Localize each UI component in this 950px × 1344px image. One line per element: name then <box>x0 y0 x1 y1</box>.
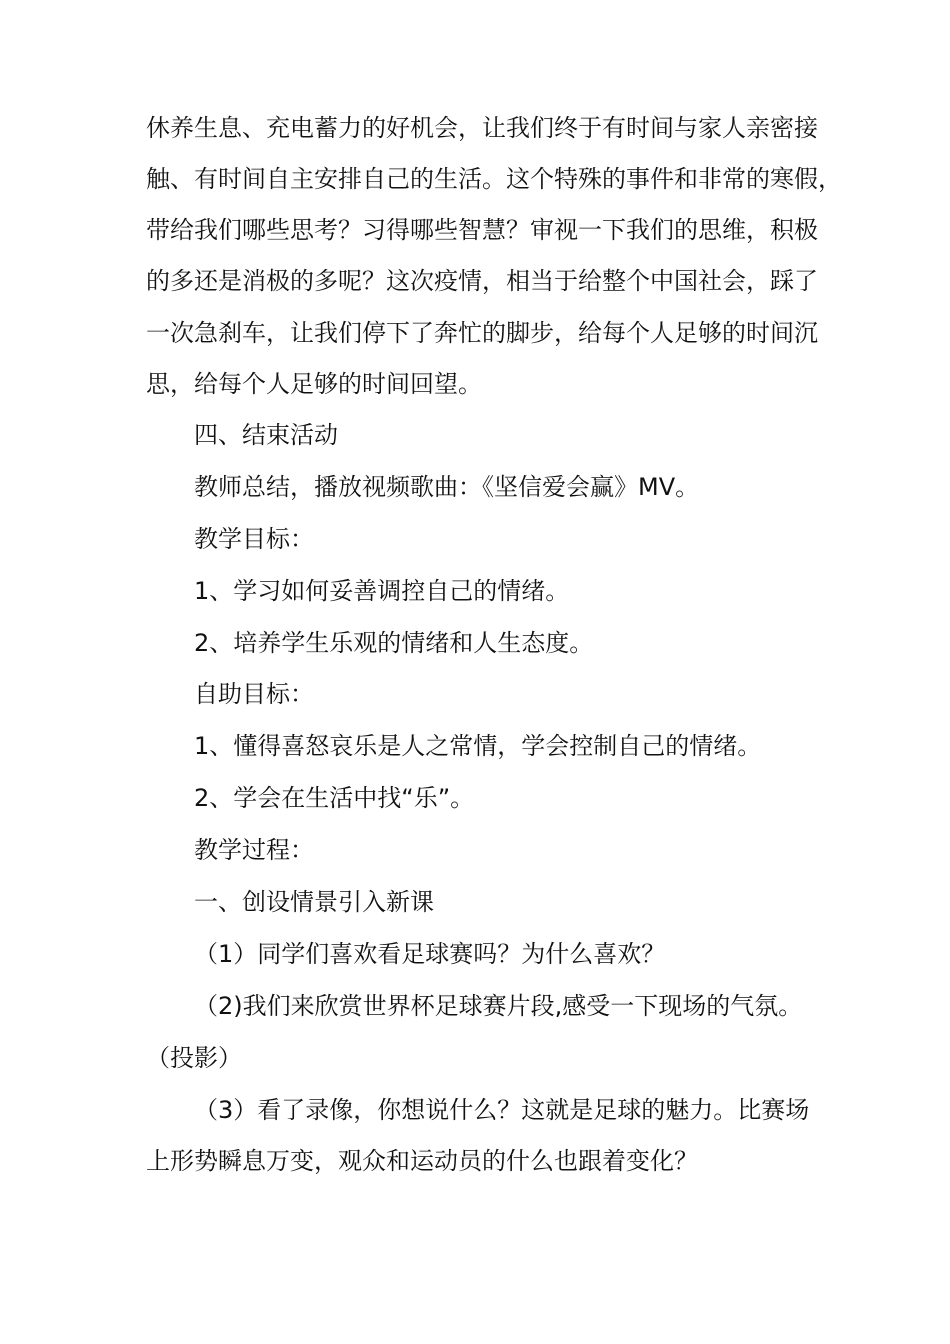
paragraph-line: 教师总结，播放视频歌曲：《坚信爱会赢》MV。 <box>194 473 700 501</box>
paragraph-line: （投影） <box>146 1044 242 1072</box>
list-item: 1、学习如何妥善调控自己的情绪。 <box>194 577 570 605</box>
paragraph-line: 带给我们哪些思考？习得哪些智慧？审视一下我们的思维，积极 <box>146 216 818 244</box>
paragraph-line: 休养生息、充电蓄力的好机会，让我们终于有时间与家人亲密接 <box>146 114 818 142</box>
paragraph-line: 一次急刹车，让我们停下了奔忙的脚步，给每个人足够的时间沉 <box>146 319 818 347</box>
list-item: （3）看了录像，你想说什么？这就是足球的魅力。比赛场 <box>194 1096 810 1124</box>
list-item: 2、培养学生乐观的情绪和人生态度。 <box>194 629 594 657</box>
section-heading: 教学目标： <box>194 525 314 553</box>
section-heading: 自助目标： <box>194 680 314 708</box>
section-heading: 一、创设情景引入新课 <box>194 888 434 916</box>
paragraph-line: 上形势瞬息万变，观众和运动员的什么也跟着变化？ <box>146 1147 698 1175</box>
list-item: 1、懂得喜怒哀乐是人之常情，学会控制自己的情绪。 <box>194 732 762 760</box>
paragraph-line: 触、有时间自主安排自己的生活。这个特殊的事件和非常的寒假， <box>146 165 842 193</box>
list-item: （2)我们来欣赏世界杯足球赛片段,感受一下现场的气氛。 <box>194 992 803 1020</box>
section-heading: 四、结束活动 <box>194 421 338 449</box>
list-item: （1）同学们喜欢看足球赛吗？为什么喜欢？ <box>194 940 666 968</box>
section-heading: 教学过程： <box>194 836 314 864</box>
paragraph-line: 思，给每个人足够的时间回望。 <box>146 370 482 398</box>
list-item: 2、学会在生活中找“乐”。 <box>194 784 475 812</box>
paragraph-line: 的多还是消极的多呢？这次疫情，相当于给整个中国社会，踩了 <box>146 267 818 295</box>
